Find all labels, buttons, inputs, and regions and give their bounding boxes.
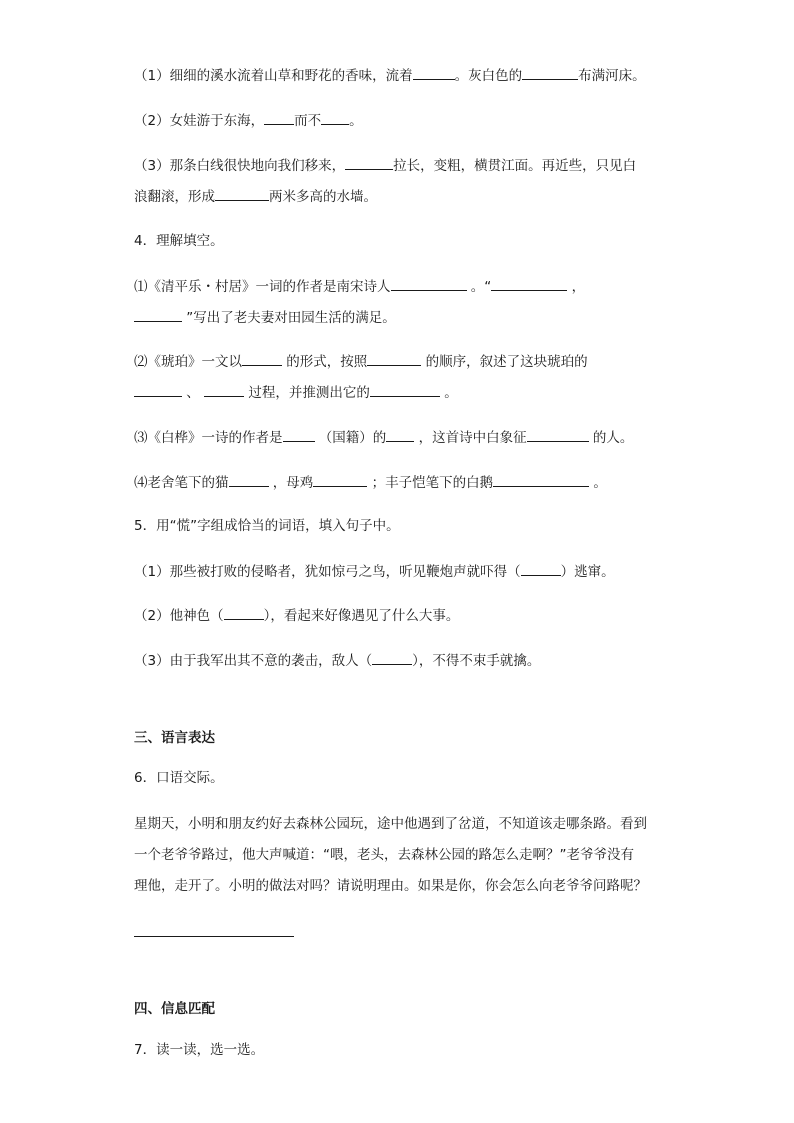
q5-title: 5．用“慌”字组成恰当的词语，填入句子中。: [134, 518, 400, 534]
text: ”写出了老夫妻对田园生活的满足。: [186, 310, 396, 326]
answer-blank[interactable]: [413, 65, 455, 80]
text: ⑷老舍笔下的猫: [134, 475, 229, 491]
answer-blank[interactable]: [313, 472, 367, 487]
section-heading: 三、语言表达: [134, 730, 215, 746]
answer-blank[interactable]: [372, 650, 412, 665]
answer-blank[interactable]: [391, 276, 467, 291]
text: ⑵《琥珀》一文以: [134, 354, 242, 370]
answer-blank[interactable]: [321, 110, 349, 125]
text: 的人。: [592, 430, 634, 446]
answer-blank[interactable]: [386, 427, 414, 442]
text: 的顺序，叙述了这块琥珀的: [425, 354, 588, 370]
text: （3）那条白线很快地向我们移来，: [134, 158, 346, 174]
q4-item-2-line-2: [134, 382, 458, 403]
answer-blank[interactable]: [370, 382, 440, 397]
text: （1）细细的溪水流着山草和野花的香味，流着: [134, 68, 413, 84]
text: 。“: [470, 279, 492, 295]
q7-title: 7．读一读，选一选。: [134, 1042, 265, 1058]
answer-blank[interactable]: [134, 382, 182, 397]
text: ；丰子恺笔下的白鹅: [371, 475, 494, 491]
answer-blank[interactable]: [215, 186, 269, 201]
text: ），不得不束手就擒。: [412, 653, 541, 669]
answer-blank[interactable]: [283, 427, 315, 442]
text: ，母鸡: [272, 475, 314, 491]
q4-item-4: [134, 472, 607, 493]
text: （2）女娃游于东海，: [134, 113, 265, 129]
section-heading: 四、信息匹配: [134, 1001, 215, 1017]
answer-blank[interactable]: [367, 351, 421, 366]
q4-title: 4．理解填空。: [134, 233, 224, 249]
text: （1）那些被打败的侵略者，犹如惊弓之鸟，听见鞭炮声就吓得（: [134, 564, 521, 580]
text: （2）他神色（: [134, 608, 224, 624]
text: （国籍）的: [318, 430, 387, 446]
q4-item-3: [134, 427, 633, 448]
text: 。: [444, 385, 458, 401]
q3-item-1: [134, 65, 646, 86]
text: ），看起来好像遇见了什么大事。: [263, 608, 460, 624]
text: 、: [186, 385, 200, 401]
text: ，这首诗中白象征: [418, 430, 527, 446]
answer-blank[interactable]: [522, 65, 578, 80]
text: 而不: [294, 113, 322, 129]
answer-blank[interactable]: [345, 155, 393, 170]
q4-item-1-line-2: [134, 307, 396, 328]
q5-item-1: [134, 561, 615, 582]
answer-blank[interactable]: [527, 427, 589, 442]
q6-paragraph-line-2: 一个老爷爷路过，他大声喊道：“喂，老头，去森林公园的路怎么走啊？”老爷爷没有: [134, 847, 634, 863]
answer-blank[interactable]: [521, 561, 561, 576]
text: 过程，并推测出它的: [248, 385, 370, 401]
text: 。: [593, 475, 607, 491]
q4-item-1-line-1: [134, 276, 585, 297]
text: 。灰白色的: [454, 68, 523, 84]
text: 两米多高的水墙。: [269, 189, 377, 205]
text: 浪翻滚，形成: [134, 189, 215, 205]
text: ）逃窜。: [560, 564, 615, 580]
text: ⑶《白桦》一诗的作者是: [134, 430, 283, 446]
text: 布满河床。: [578, 68, 646, 84]
text: （3）由于我军出其不意的袭击，敌人（: [134, 653, 373, 669]
q5-item-3: [134, 650, 540, 671]
answer-blank[interactable]: [224, 605, 264, 620]
q6-title: 6．口语交际。: [134, 770, 224, 786]
q6-paragraph-line-1: 星期天，小明和朋友约好去森林公园玩，途中他遇到了岔道，不知道该走哪条路。看到: [134, 816, 647, 832]
answer-blank[interactable]: [229, 472, 269, 487]
answer-blank[interactable]: [242, 351, 282, 366]
text: 。: [349, 113, 363, 129]
text: 的形式，按照: [286, 354, 368, 370]
text: ，: [571, 279, 586, 295]
q4-item-2-line-1: [134, 351, 588, 372]
answer-blank[interactable]: [491, 276, 567, 291]
text: ⑴《清平乐・村居》一词的作者是南宋诗人: [134, 279, 391, 295]
q3-item-3-line-1: [134, 155, 636, 176]
q3-item-2: [134, 110, 363, 131]
answer-blank[interactable]: [493, 472, 589, 487]
text: 拉长，变粗，横贯江面。再近些，只见白: [393, 158, 637, 174]
answer-blank[interactable]: [264, 110, 294, 125]
q6-paragraph-line-3: 理他，走开了。小明的做法对吗？请说明理由。如果是你，你会怎么向老爷爷问路呢？: [134, 878, 647, 894]
answer-blank[interactable]: [204, 382, 244, 397]
answer-blank[interactable]: [134, 307, 182, 322]
q6-answer-line[interactable]: [134, 936, 294, 937]
q5-item-2: [134, 605, 459, 626]
q3-item-3-line-2: [134, 186, 377, 207]
